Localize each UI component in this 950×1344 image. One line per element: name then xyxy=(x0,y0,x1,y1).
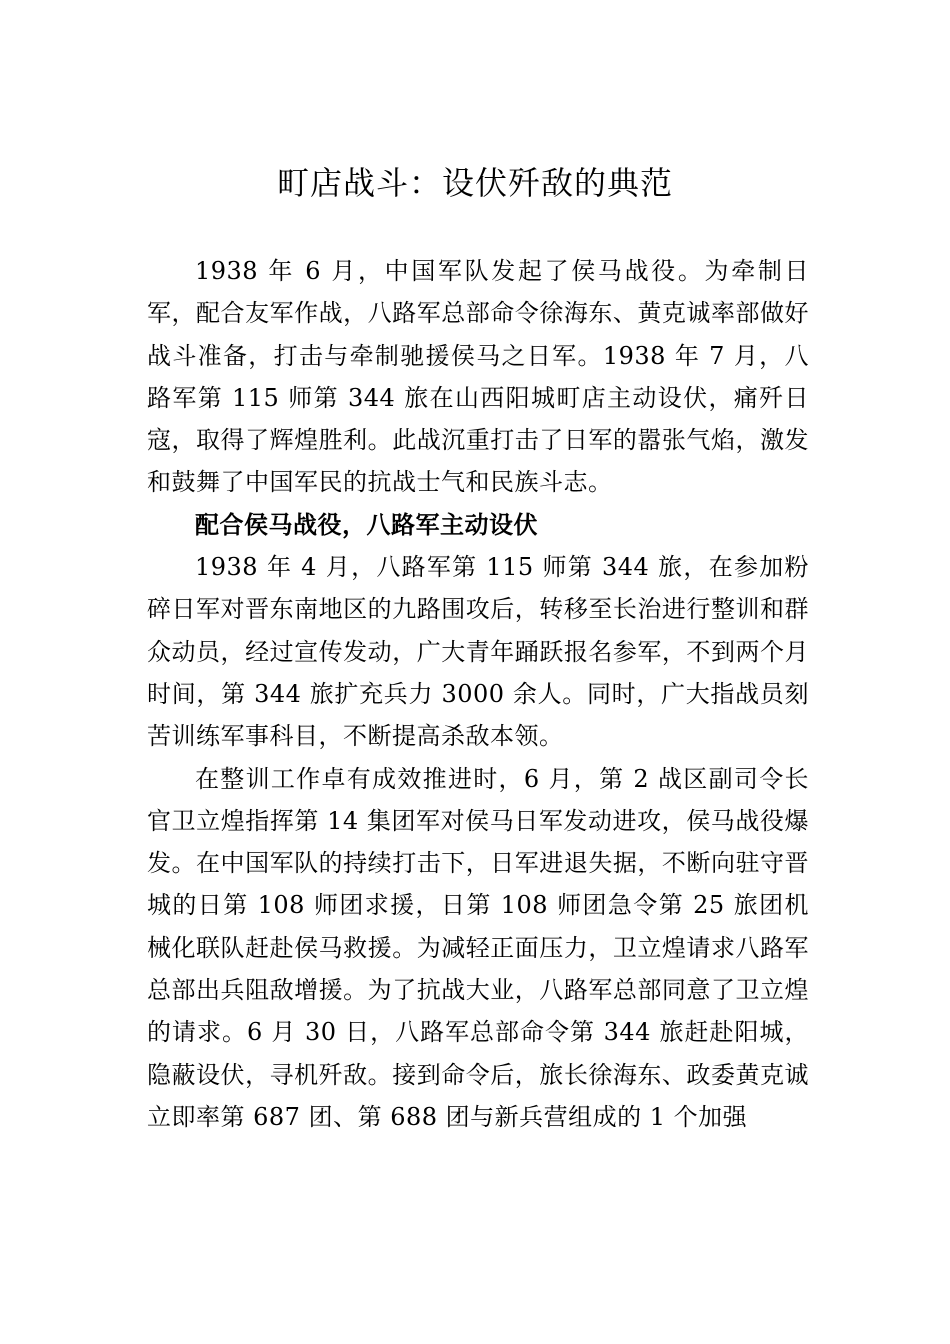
document-body xyxy=(147,250,809,1138)
intro-paragraph: 1938 年 6 月，中国军队发起了侯马战役。为牵制日军，配合友军作战，八路军总部命令徐海东、黄克诚率部做好战斗准备，打击与牵制驰援侯马之日军。1938 年 7 月，八路军第 115 师第 344 旅在山西阳城町店主动设伏，痛歼日寇，取得了辉煌胜利。此战沉重打击了日军的嚣张气焰，激发和鼓舞了中国军民的抗战士气和民族斗志。 xyxy=(147,257,809,497)
section-heading: 配合侯马战役，八路军主动设伏 xyxy=(195,509,538,539)
section-paragraph: 1938 年 4 月，八路军第 115 师第 344 旅，在参加粉碎日军对晋东南地区的九路围攻后，转移至长治进行整训和群众动员，经过宣传发动，广大青年踊跃报名参军，不到两个月时间，第 344 旅扩充兵力 3000 余人。同时，广大指战员刻苦训练军事科目，不断提高杀敌本领。 xyxy=(147,553,809,751)
document-title: 町店战斗：设伏歼敌的典范 xyxy=(276,164,673,202)
section-paragraph: 在整训工作卓有成效推进时，6 月，第 2 战区副司令长官卫立煌指挥第 14 集团军对侯马日军发动进攻，侯马战役爆发。在中国军队的持续打击下，日军进退失据，不断向驻守晋城的日第 108 师团求援，日第 108 师团急令第 25 旅团机械化联队赶赴侯马救援。为减轻正面压力，卫立煌请求八路军总部出兵阻敌增援。为了抗战大业，八路军总部同意了卫立煌的请求。6 月 30 日，八路军总部命令第 344 旅赶赴阳城，隐蔽设伏，寻机歼敌。接到命令后，旅长徐海东、政委黄克诚立即率第 687 团、第 688 团与新兵营组成的 1 个加强 xyxy=(147,764,809,1131)
